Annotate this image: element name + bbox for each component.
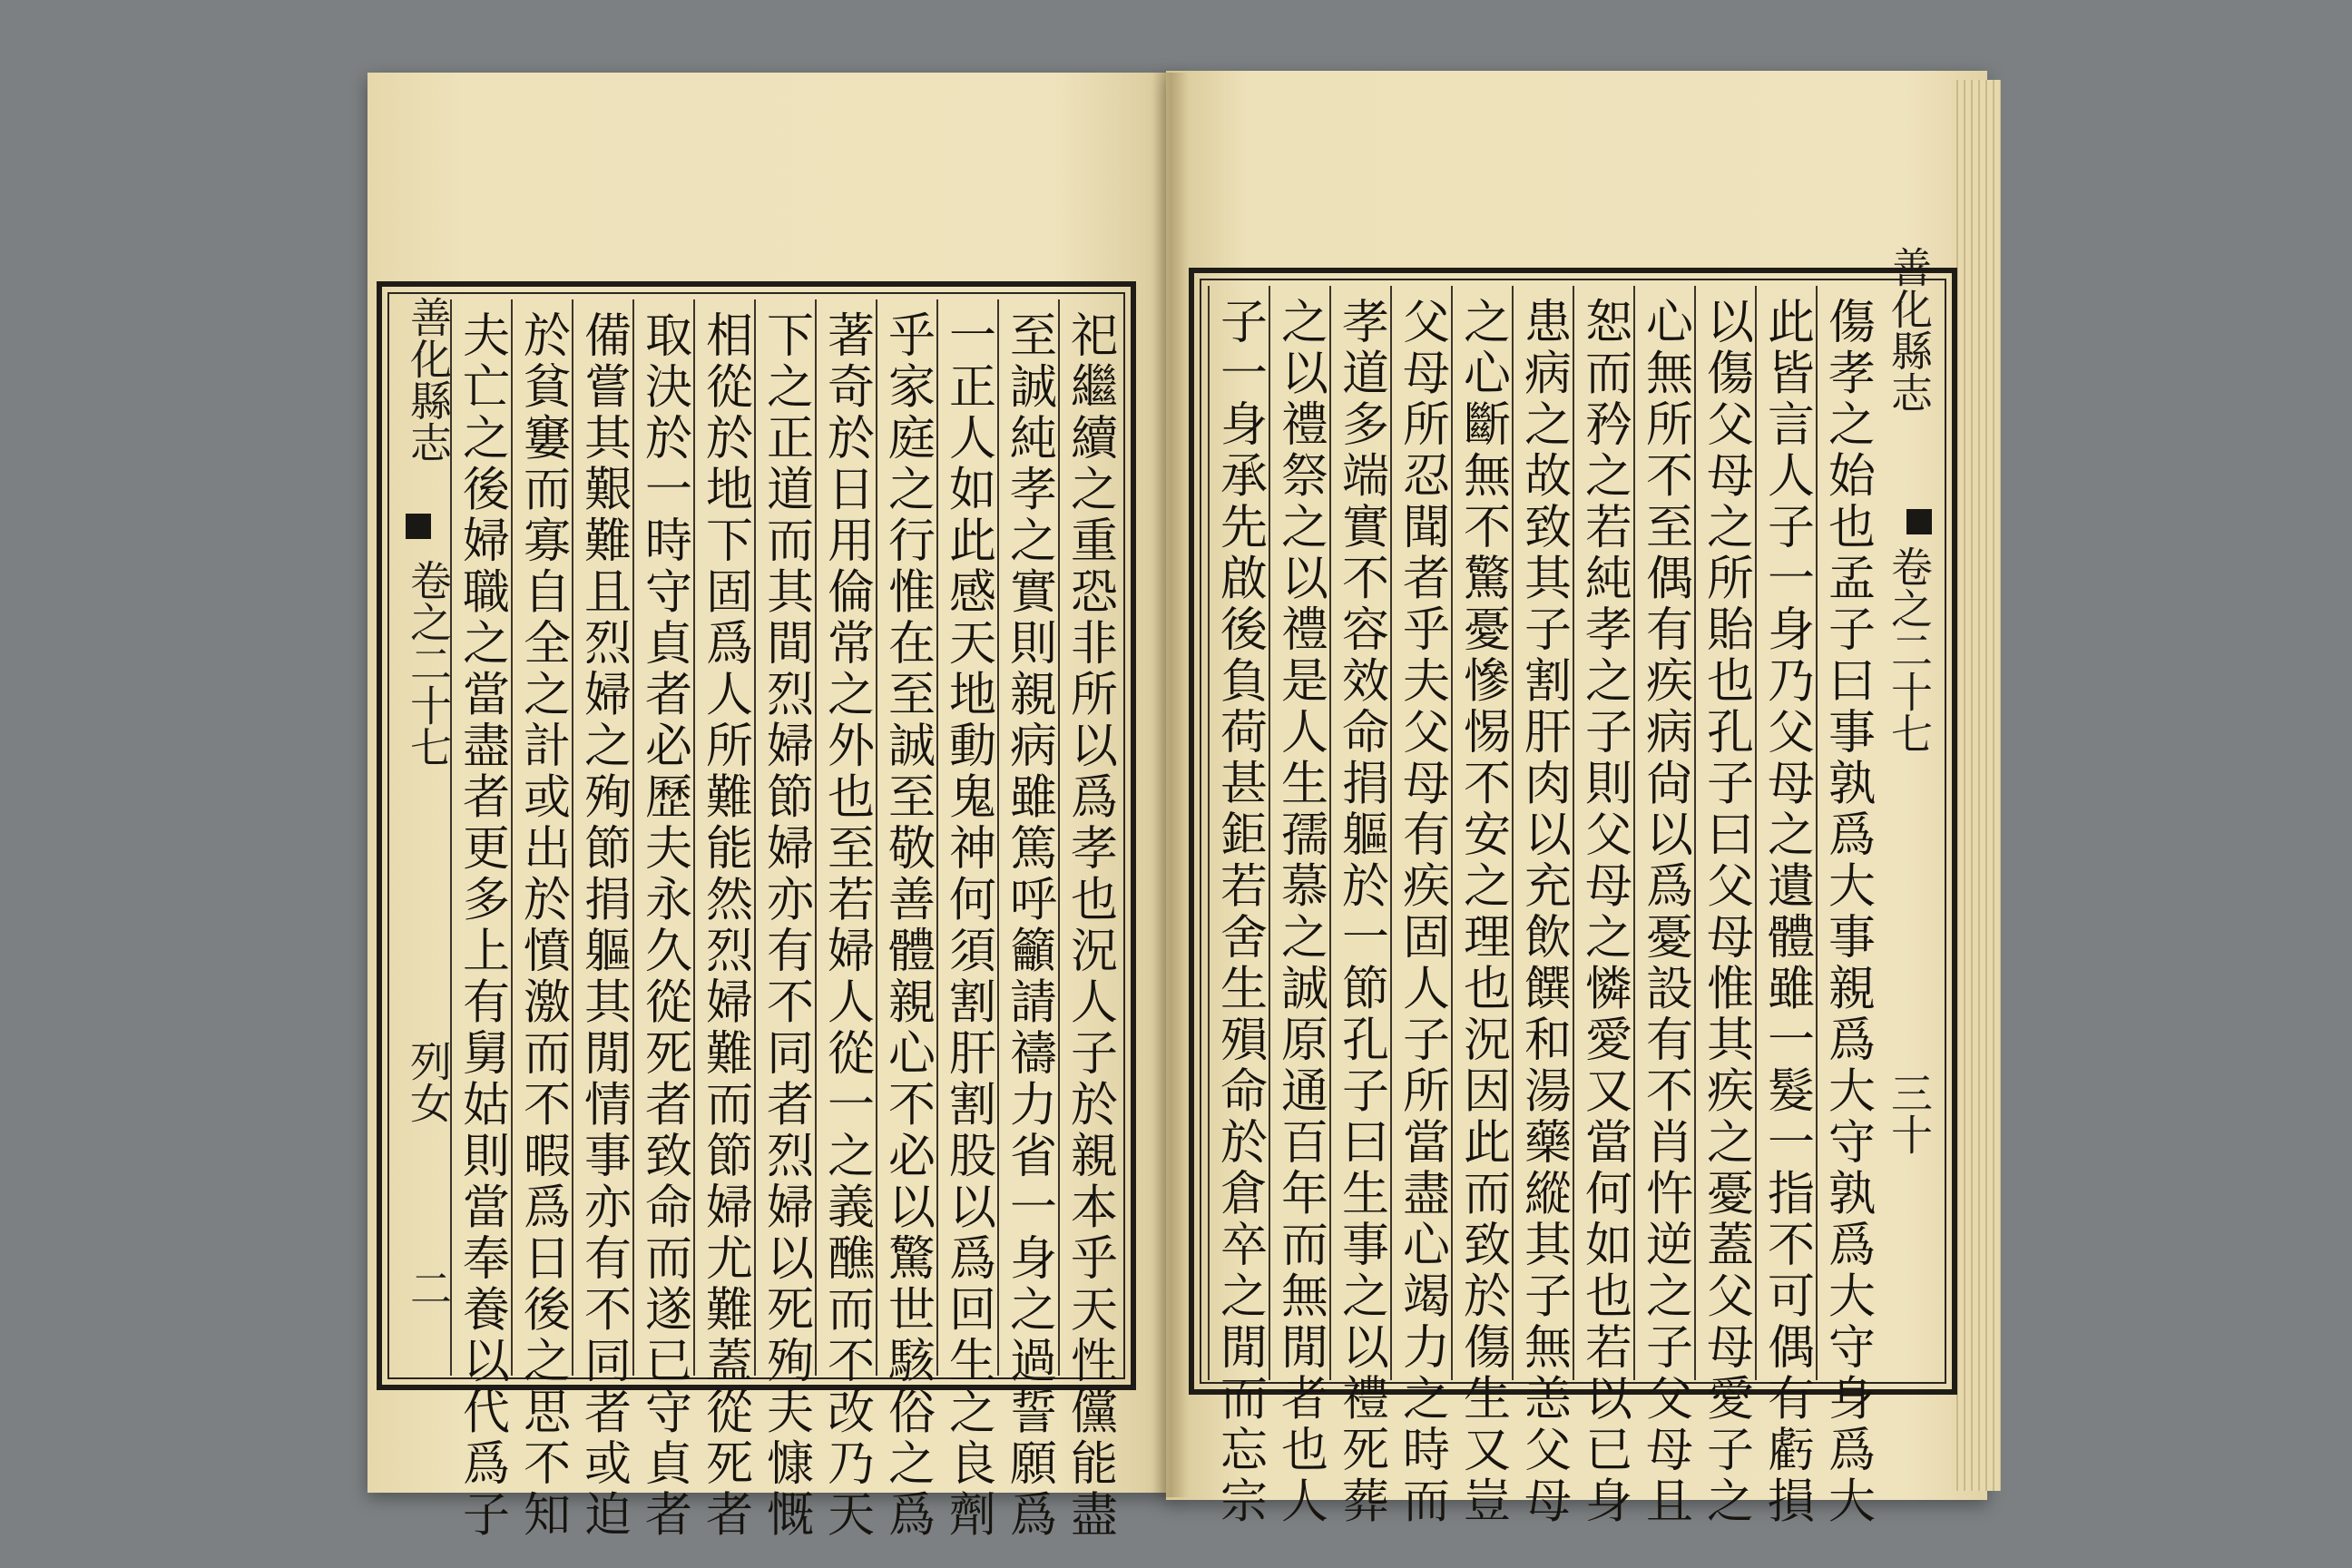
- left-page-column: [936, 299, 997, 1541]
- left-margin-folio: 二: [404, 1267, 453, 1308]
- right-page-column: [1269, 286, 1329, 1527]
- right-page-column-text: 患病之故致其子割肝肉以充飲饌和湯藥縱其子無恙父母: [1515, 297, 1571, 1527]
- left-page-column-text: 備嘗其艱難且烈婦之殉節捐軀其閒情事亦有不同者或迫: [575, 310, 631, 1541]
- left-margin-title: 善化縣志: [404, 296, 453, 463]
- right-page-column-text: 之心斷無不驚憂慘惕不安之理也況因此而致於傷生又豈: [1455, 297, 1510, 1527]
- left-page-column-text: 於貧窶而寡自全之計或出於憤激而不暇爲日後之思不知: [514, 310, 570, 1541]
- left-page-column: [876, 299, 936, 1541]
- left-page-column: [450, 299, 511, 1541]
- right-page-column: [1633, 286, 1694, 1527]
- right-fish-tail-mark: [1906, 509, 1932, 534]
- left-page-column-text: 夫亡之後婦職之當盡者更多上有舅姑則當奉養以代爲子: [454, 310, 509, 1541]
- right-page-column: [1329, 286, 1390, 1527]
- left-page-column: [572, 299, 632, 1541]
- right-page-column: [1390, 286, 1451, 1527]
- right-page-column: [1573, 286, 1633, 1527]
- left-text-frame: [377, 281, 1136, 1541]
- left-page-column-text: 著奇於日用倫常之外也至若婦人從一之義醮而不改乃天: [818, 310, 874, 1541]
- left-page-column-text: 下之正道而其間烈婦節婦亦有不同者烈婦以死殉夫慷慨: [758, 310, 813, 1541]
- right-margin-folio: 三十: [1885, 1072, 1934, 1155]
- right-page-column-text: 之以禮祭之以禮是人生孺慕之誠原通百年而無閒者也人: [1272, 297, 1328, 1527]
- right-page-column: [1816, 286, 1877, 1527]
- left-page-column: [632, 299, 693, 1541]
- book-gutter: [1152, 73, 1189, 1497]
- right-margin-volume: 卷之二十七: [1885, 545, 1934, 754]
- left-page-column: [815, 299, 876, 1541]
- left-page-column: [1058, 299, 1119, 1541]
- left-page-column: [511, 299, 572, 1541]
- left-margin-section: 列女: [404, 1040, 453, 1123]
- left-page-column-text: 取決於一時守貞者必歷夫永久從死者致命而遂已守貞者: [636, 310, 691, 1541]
- left-page-column-text: 乎家庭之行惟在至誠至敬善體親心不必以驚世駭俗之爲: [879, 310, 935, 1541]
- right-page-column: [1451, 286, 1512, 1527]
- left-page-column-text: 至誠純孝之實則親病雖篤呼籲請禱力省一身之過誓願爲: [1001, 310, 1056, 1541]
- left-page-column: [693, 299, 754, 1541]
- left-page-column-text: 相從於地下固爲人所難能然烈婦難而節婦尤難蓋從死者: [697, 310, 752, 1541]
- right-page-column-text: 以傷父母之所貽也孔子曰父母惟其疾之憂蓋父母愛子之: [1698, 297, 1753, 1527]
- right-page-column-text: 恕而矜之若純孝之子則父母之憐愛又當何如也若以已身: [1576, 297, 1632, 1527]
- right-page-column-text: 孝道多端實不容效命捐軀於一節孔子曰生事之以禮死葬: [1333, 297, 1388, 1527]
- right-page-column-text: 心無所不至偶有疾病尙以爲憂設有不肖忤逆之子父母且: [1637, 297, 1692, 1527]
- page-edge-stack: [1951, 80, 2001, 1491]
- right-page-column-text: 子一身承先啟後負荷甚鉅若舍生殞命於倉卒之閒而忘宗: [1211, 297, 1267, 1527]
- left-margin-volume: 卷之二十七: [404, 559, 453, 768]
- left-fish-tail-mark: [406, 514, 431, 539]
- right-page-column-text: 父母所忍聞者乎夫父母有疾固人子所當盡心竭力之時而: [1394, 297, 1449, 1527]
- right-margin-title: 善化縣志: [1885, 246, 1934, 413]
- right-page-column: [1694, 286, 1755, 1527]
- left-page-column-text: 一正人如此感天地動鬼神何須割肝割股以爲回生之良劑: [940, 310, 995, 1541]
- right-page-column: [1755, 286, 1816, 1527]
- right-text-frame: [1189, 246, 1957, 1527]
- right-page-column-text: 此皆言人子一身乃父母之遺體雖一髮一指不可偶有虧損: [1759, 297, 1814, 1527]
- right-page-column-text: 傷孝之始也孟子曰事孰爲大事親爲大守孰爲大守身爲大: [1819, 297, 1875, 1527]
- left-page-column-text: 祀繼續之重恐非所以爲孝也況人子於親本乎天性儻能盡: [1062, 310, 1117, 1541]
- left-page-column: [754, 299, 815, 1541]
- left-page-column: [997, 299, 1058, 1541]
- right-page-column: [1512, 286, 1573, 1527]
- right-page-column: [1208, 286, 1269, 1527]
